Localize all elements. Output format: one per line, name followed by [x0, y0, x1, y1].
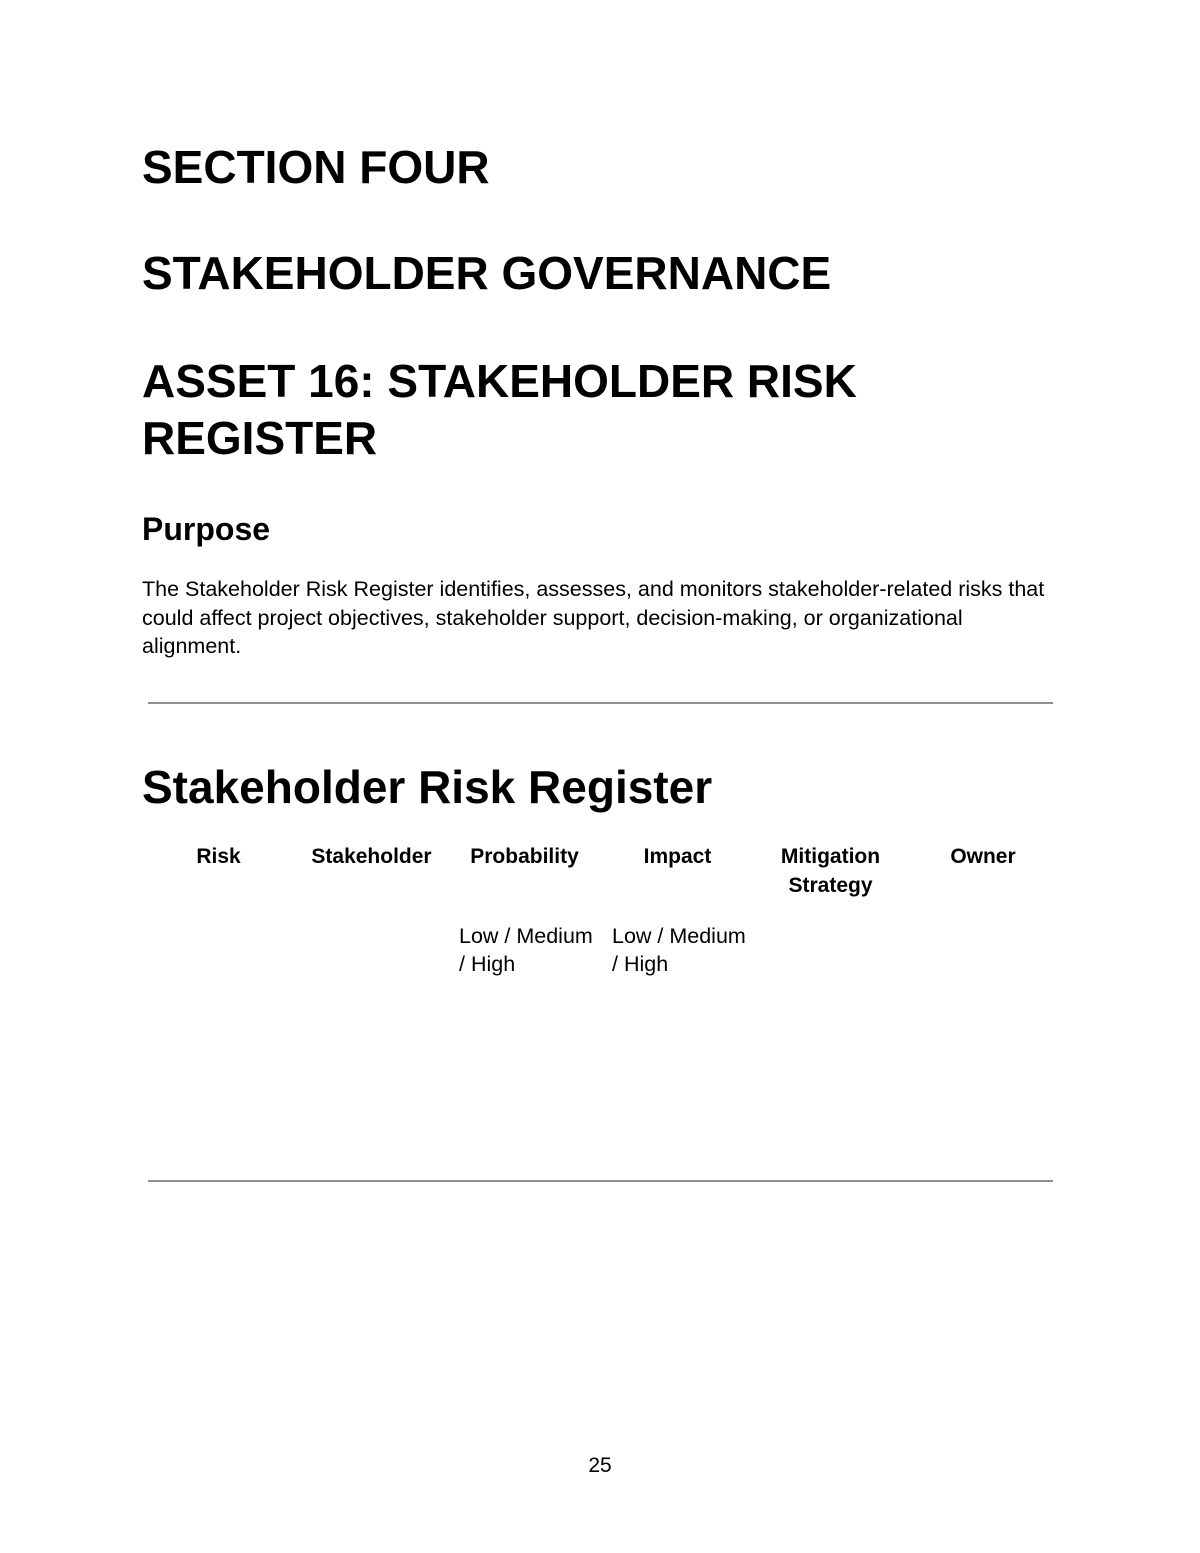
- column-header-mitigation-strategy: Mitigation Strategy: [780, 845, 881, 897]
- stakeholder-cell: [295, 922, 448, 1152]
- part-heading: STAKEHOLDER GOVERNANCE: [142, 247, 832, 299]
- table-row: [142, 922, 1059, 1152]
- page-number: 25: [588, 1454, 612, 1477]
- table-header-row: [142, 840, 1059, 922]
- column-header-risk: Risk: [196, 845, 241, 868]
- probability-cell: Low / Medium / High: [459, 924, 593, 976]
- column-header-stakeholder: Stakeholder: [311, 845, 432, 868]
- column-header-probability: Probability: [470, 845, 579, 868]
- column-header-impact: Impact: [643, 845, 712, 868]
- purpose-heading: Purpose: [142, 511, 271, 547]
- register-heading: Stakeholder Risk Register: [142, 761, 713, 813]
- asset-heading: ASSET 16: STAKEHOLDER RISK REGISTER: [142, 355, 857, 464]
- risk-register-table: [142, 840, 1059, 1152]
- section-heading: SECTION FOUR: [142, 141, 490, 193]
- impact-cell: Low / Medium / High: [612, 924, 746, 976]
- risk-cell: [142, 922, 295, 1152]
- horizontal-rule: [148, 1180, 1053, 1182]
- horizontal-rule: [148, 702, 1053, 704]
- mitigation-strategy-cell: [754, 922, 907, 1152]
- purpose-text: The Stakeholder Risk Register identifies, assesses, and monitors stakeholder-related risks that could affect project objectives, stakeholder support, decision-making, or organizational alignment.: [142, 577, 1045, 658]
- column-header-owner: Owner: [950, 845, 1016, 868]
- owner-cell: [907, 922, 1059, 1152]
